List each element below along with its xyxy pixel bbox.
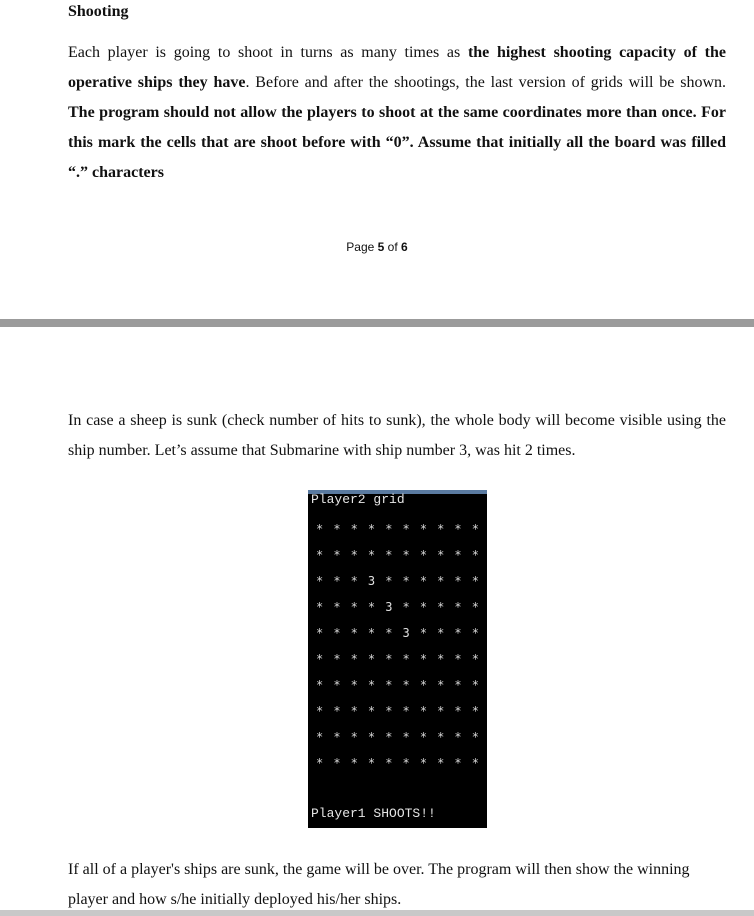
grid-cell-hidden: *	[437, 678, 445, 692]
grid-cell-hidden: *	[402, 704, 410, 718]
grid-cell-hidden: *	[471, 678, 479, 692]
document-page-5	[0, 0, 754, 320]
grid-cell-hidden: *	[437, 652, 445, 666]
grid-cell-hidden: *	[316, 756, 324, 770]
grid-cell-hidden: *	[454, 704, 462, 718]
grid-cell-hidden: *	[419, 522, 428, 536]
page-total: 6	[401, 240, 408, 254]
grid-cell-hidden: *	[437, 626, 445, 640]
grid-cell-hidden: *	[350, 730, 358, 744]
grid-cell-hidden: *	[471, 730, 479, 744]
grid-cell-hidden: *	[385, 574, 393, 588]
grid-cell-hidden: *	[402, 756, 410, 770]
grid-cell-hidden: *	[367, 730, 376, 744]
grid-cell-hidden: *	[419, 652, 428, 666]
grid-row	[311, 542, 484, 568]
grid-cell-hidden: *	[350, 548, 358, 562]
grid-cell-hidden: *	[367, 626, 376, 640]
grid-cell-hidden: *	[350, 678, 358, 692]
grid-cell-hidden: *	[385, 548, 393, 562]
grid-cell-hidden: *	[454, 548, 462, 562]
grid-row	[311, 516, 484, 542]
grid-cell-hidden: *	[350, 652, 358, 666]
grid-cell-hidden: *	[350, 522, 358, 536]
grid-row	[311, 724, 484, 750]
paragraph-text: Each player is going to shoot in turns as many times as	[68, 44, 468, 61]
grid-cell-hidden: *	[454, 756, 462, 770]
grid-cell-hidden: *	[402, 678, 410, 692]
grid-cell-hidden: *	[419, 730, 428, 744]
paragraph-bold-text: the highest shooting capacity of the operative ships they have	[68, 44, 727, 91]
console-screenshot	[308, 490, 487, 828]
grid-cell-hidden: *	[385, 730, 393, 744]
grid-cell-hidden: *	[367, 704, 376, 718]
grid-cell-hidden: *	[333, 704, 341, 718]
grid-cell-hidden: *	[367, 652, 376, 666]
grid-cell-hidden: *	[350, 626, 358, 640]
grid-cell-hidden: *	[350, 756, 358, 770]
grid-cell-hidden: *	[437, 756, 445, 770]
paragraph-bold-text: The program should not allow the players to shoot at the same coordinates more than once. For this mark the cells that are shoot before with “0”. Assume that initially all the board was filled “.” characters	[68, 104, 726, 181]
grid-cell-hidden: *	[333, 548, 341, 562]
section-heading: Shooting	[68, 3, 129, 20]
grid-cell-hidden: *	[350, 704, 358, 718]
grid-cell-hidden: *	[316, 600, 324, 614]
grid-cell-hidden: *	[367, 522, 376, 536]
grid-cell-hidden: *	[333, 522, 341, 536]
grid-cell-hidden: *	[333, 730, 341, 744]
page-current: 5	[377, 240, 385, 254]
grid-cell-hidden: *	[471, 522, 479, 536]
grid-cell-hidden: *	[385, 522, 393, 536]
player-grid	[311, 516, 484, 776]
grid-cell-hidden: *	[454, 522, 462, 536]
grid-cell-hidden: *	[419, 574, 428, 588]
grid-cell-hidden: *	[316, 704, 324, 718]
grid-cell-hidden: *	[316, 730, 324, 744]
paragraph-text: . Before and after the shootings, the last version of grids will be shown.	[245, 74, 727, 91]
page-separator	[0, 319, 754, 327]
grid-cell-hidden: *	[402, 548, 410, 562]
grid-row	[311, 672, 484, 698]
grid-cell-hidden: *	[454, 600, 462, 614]
grid-cell-hidden: *	[419, 626, 428, 640]
grid-cell-hidden: *	[454, 730, 462, 744]
next-page-edge	[0, 910, 754, 916]
grid-cell-hidden: *	[316, 522, 324, 536]
grid-cell-hidden: *	[437, 522, 445, 536]
grid-cell-hidden: *	[437, 704, 445, 718]
game-over-paragraph: If all of a player's ships are sunk, the game will be over. The program will then show the winning player and how s/he initially deployed his/her ships.	[68, 861, 690, 908]
grid-cell-hidden: *	[367, 548, 376, 562]
grid-cell-hidden: *	[333, 626, 341, 640]
grid-cell-hidden: *	[454, 652, 462, 666]
grid-cell-hidden: *	[333, 756, 341, 770]
grid-cell-hidden: *	[385, 704, 393, 718]
grid-cell-hidden: *	[333, 678, 341, 692]
grid-cell-hidden: *	[402, 730, 410, 744]
grid-cell-hidden: *	[385, 678, 393, 692]
grid-cell-hidden: *	[316, 574, 324, 588]
grid-cell-hidden: *	[385, 756, 393, 770]
grid-row	[311, 568, 484, 594]
grid-cell-hidden: *	[333, 574, 341, 588]
grid-cell-hidden: *	[471, 600, 479, 614]
of-label: of	[384, 240, 402, 254]
grid-cell-hidden: *	[402, 522, 410, 536]
grid-cell-ship: 3	[367, 574, 376, 588]
grid-cell-hidden: *	[367, 756, 376, 770]
grid-cell-hidden: *	[316, 626, 324, 640]
grid-cell-hidden: *	[385, 626, 393, 640]
console-footer: Player1 SHOOTS!!	[311, 806, 436, 821]
grid-row	[311, 646, 484, 672]
grid-cell-hidden: *	[437, 600, 445, 614]
grid-cell-hidden: *	[437, 574, 445, 588]
page-label: Page	[346, 240, 378, 254]
grid-cell-hidden: *	[402, 574, 410, 588]
grid-row	[311, 594, 484, 620]
grid-cell-hidden: *	[385, 652, 393, 666]
grid-cell-hidden: *	[350, 600, 358, 614]
grid-cell-hidden: *	[316, 652, 324, 666]
grid-cell-hidden: *	[350, 574, 358, 588]
grid-cell-hidden: *	[471, 756, 479, 770]
grid-cell-hidden: *	[333, 600, 341, 614]
grid-cell-hidden: *	[402, 600, 410, 614]
grid-cell-hidden: *	[454, 626, 462, 640]
grid-cell-hidden: *	[333, 652, 341, 666]
grid-cell-ship: 3	[402, 626, 410, 640]
grid-cell-hidden: *	[367, 678, 376, 692]
grid-cell-hidden: *	[419, 678, 428, 692]
grid-cell-hidden: *	[437, 730, 445, 744]
grid-cell-hidden: *	[471, 548, 479, 562]
grid-cell-hidden: *	[316, 678, 324, 692]
page-number	[0, 240, 754, 254]
grid-cell-ship: 3	[385, 600, 393, 614]
grid-cell-hidden: *	[471, 652, 479, 666]
grid-cell-hidden: *	[471, 574, 479, 588]
grid-row	[311, 750, 484, 776]
grid-cell-hidden: *	[437, 548, 445, 562]
console-title: Player2 grid	[311, 492, 405, 507]
grid-cell-hidden: *	[471, 626, 479, 640]
grid-row	[311, 620, 484, 646]
grid-row	[311, 698, 484, 724]
grid-cell-hidden: *	[471, 704, 479, 718]
sunk-ship-paragraph: In case a sheep is sunk (check number of hits to sunk), the whole body will become visible using the ship number. Let’s assume that Submarine with ship number 3, was hit 2 times.	[68, 412, 726, 459]
grid-cell-hidden: *	[419, 704, 428, 718]
grid-cell-hidden: *	[454, 678, 462, 692]
grid-cell-hidden: *	[454, 574, 462, 588]
grid-cell-hidden: *	[419, 548, 428, 562]
grid-cell-hidden: *	[367, 600, 376, 614]
shooting-paragraph	[68, 38, 726, 188]
grid-cell-hidden: *	[402, 652, 410, 666]
grid-cell-hidden: *	[419, 600, 428, 614]
grid-cell-hidden: *	[419, 756, 428, 770]
grid-cell-hidden: *	[316, 548, 324, 562]
